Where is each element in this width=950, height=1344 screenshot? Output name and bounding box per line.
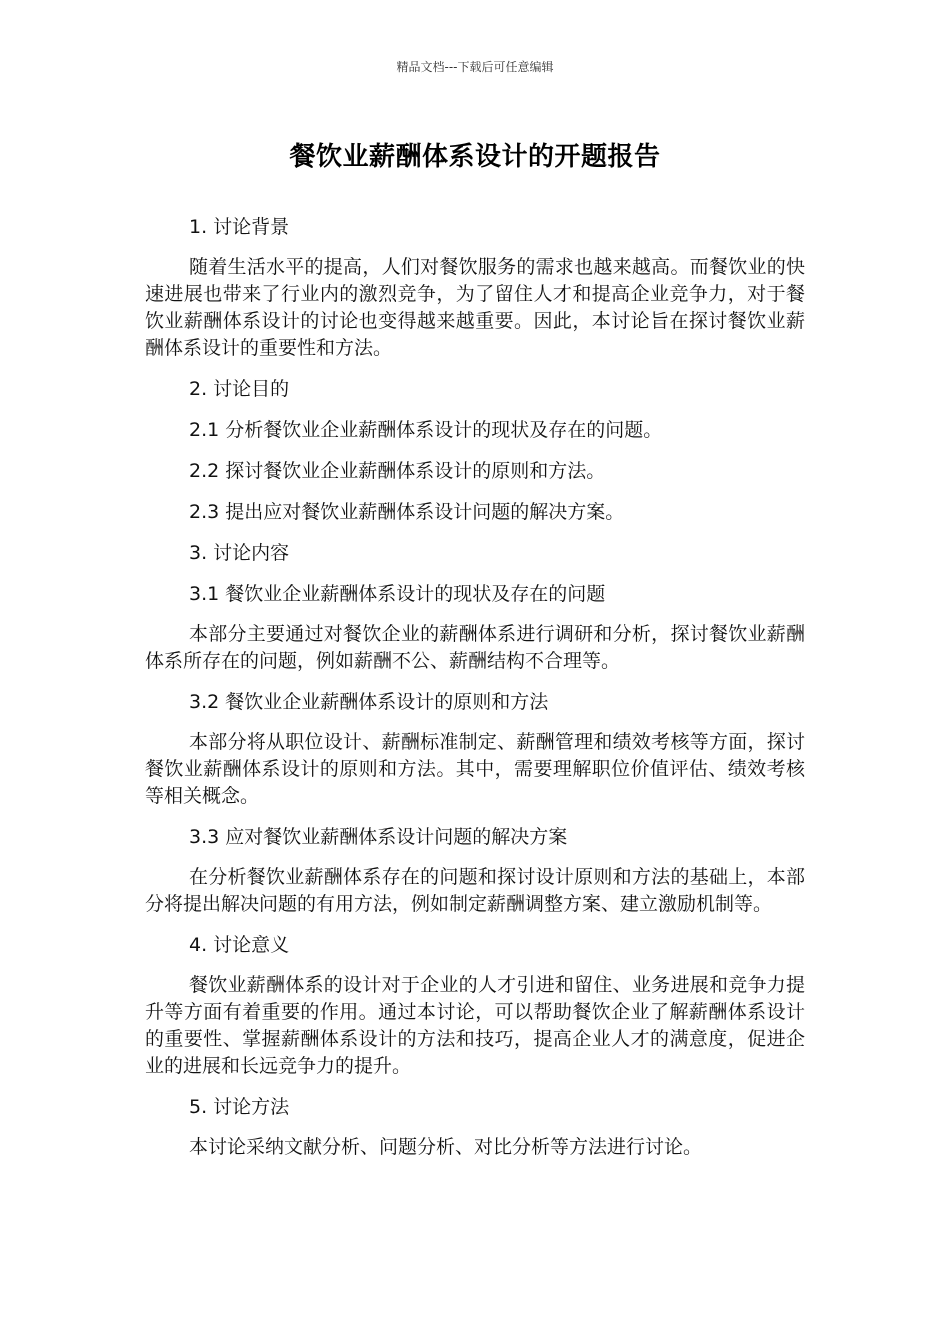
section-1-heading: 1. 讨论背景 (189, 216, 290, 238)
section-2-heading: 2. 讨论目的 (189, 378, 290, 400)
page-header-note: 精品文档---下载后可任意编辑 (396, 60, 554, 74)
section-5-heading: 5. 讨论方法 (189, 1096, 290, 1118)
section-4-paragraph: 餐饮业薪酬体系的设计对于企业的人才引进和留住、业务进展和竞争力提升等方面有着重要的作用。通过本讨论，可以帮助餐饮企业了解薪酬体系设计的重要性、掌握薪酬体系设计的方法和技巧，提高企业人才的满意度，促进企业的进展和长远竞争力的提升。 (145, 974, 805, 1077)
document-body (145, 213, 805, 1174)
section-3-heading: 3. 讨论内容 (189, 542, 290, 564)
section-3-2-heading: 3.2 餐饮业企业薪酬体系设计的原则和方法 (189, 691, 549, 713)
section-3-3-heading: 3.3 应对餐饮业薪酬体系设计问题的解决方案 (189, 826, 568, 848)
document-title: 餐饮业薪酬体系设计的开题报告 (289, 142, 661, 172)
section-3-3-paragraph: 在分析餐饮业薪酬体系存在的问题和探讨设计原则和方法的基础上，本部分将提出解决问题的有用方法，例如制定薪酬调整方案、建立激励机制等。 (145, 866, 805, 915)
section-3-2-paragraph: 本部分将从职位设计、薪酬标准制定、薪酬管理和绩效考核等方面，探讨餐饮业薪酬体系设计的原则和方法。其中，需要理解职位价值评估、绩效考核等相关概念。 (145, 731, 805, 807)
section-1-paragraph: 随着生活水平的提高，人们对餐饮服务的需求也越来越高。而餐饮业的快速进展也带来了行业内的激烈竞争，为了留住人才和提高企业竞争力，对于餐饮业薪酬体系设计的讨论也变得越来越重要。因此，本讨论旨在探讨餐饮业薪酬体系设计的重要性和方法。 (145, 256, 805, 359)
section-3-1-paragraph: 本部分主要通过对餐饮企业的薪酬体系进行调研和分析，探讨餐饮业薪酬体系所存在的问题，例如薪酬不公、薪酬结构不合理等。 (145, 623, 805, 672)
section-2-1-item: 2.1 分析餐饮业企业薪酬体系设计的现状及存在的问题。 (189, 419, 663, 441)
section-2-3-item: 2.3 提出应对餐饮业薪酬体系设计问题的解决方案。 (189, 501, 625, 523)
section-3-1-heading: 3.1 餐饮业企业薪酬体系设计的现状及存在的问题 (189, 583, 606, 605)
section-2-2-item: 2.2 探讨餐饮业企业薪酬体系设计的原则和方法。 (189, 460, 606, 482)
section-5-paragraph: 本讨论采纳文献分析、问题分析、对比分析等方法进行讨论。 (189, 1136, 703, 1158)
section-4-heading: 4. 讨论意义 (189, 934, 290, 956)
